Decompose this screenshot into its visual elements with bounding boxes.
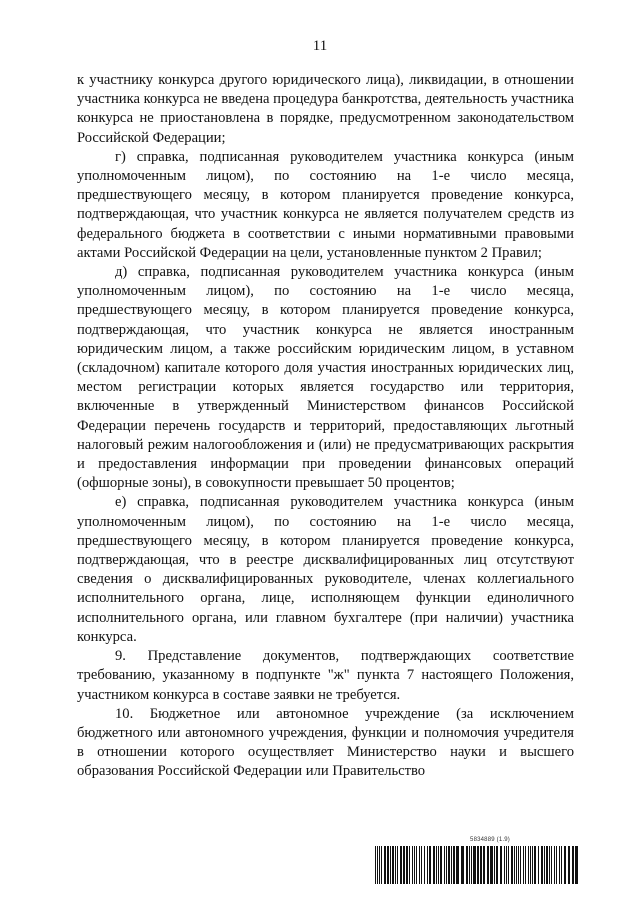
paragraph-item-e: е) справка, подписанная руководителем участника конкурса (иным уполномоченным лицом), по состоянию на 1-е число месяца, предшествующего месяцу, в котором планируется проведение конкурса, подтверждающая, что в реестре дисквалифицированных лиц отсутствуют сведения о дисквалифицированных руководителе, членах коллегиального исполнительного органа, лице, исполняющем функции единоличного исполнительного органа, или главном бухгалтере (при наличии) участника конкурса. (77, 494, 574, 645)
paragraph-clause-9: 9. Представление документов, подтверждающих соответствие требованию, указанному в подпункте "ж" пункта 7 настоящего Положения, участником конкурса в составе заявки не требуется. (77, 648, 574, 703)
paragraph-continuation: к участнику конкурса другого юридического лица), ликвидации, в отношении участника конкурса не введена процедура банкротства, деятельность участника конкурса не приостановлена в порядке, предусмотренном законодательством Российской Федерации; (77, 72, 574, 146)
barcode-code: 5834889 (1.9) (470, 837, 510, 843)
paragraph-item-g: г) справка, подписанная руководителем участника конкурса (иным уполномоченным лицом), по состоянию на 1-е число месяца, предшествующего месяцу, в котором планируется проведение конкурса, подтверждающая, что участник конкурса не является получателем средств из федерального бюджета в соответствии с иными нормативными правовыми актами Российской Федерации на цели, установленные пунктом 2 Правил; (77, 148, 574, 261)
paragraph-item-d: д) справка, подписанная руководителем участника конкурса (иным уполномоченным лицом), по состоянию на 1-е число месяца, предшествующего месяцу, в котором планируется проведение конкурса, подтверждающая, что участник конкурса не является иностранным юридическим лицом, а также российским юридическим лицом, в уставном (складочном) капитале которого доля участия иностранных юридических лиц, местом регистрации которых является государство или территория, включенные в утвержденный Министерством финансов Российской Федерации перечень государств и территорий, предоставляющих льготный налоговый режим налогообложения и (или) не предусматривающих раскрытия и предоставления информации при проведении финансовых операций (офшорные зоны), в совокупности превышает 50 процентов; (77, 264, 574, 492)
paragraph-clause-10: 10. Бюджетное или автономное учреждение (за исключением бюджетного или автономного учреждения, функции и полномочия учредителя в отношении которого осуществляет Министерство науки и высшего образования Российской Федерации или Правительство (77, 705, 574, 780)
document-body (77, 71, 574, 782)
barcode-icon (375, 846, 580, 884)
barcode-block (375, 837, 580, 885)
page-number: 11 (312, 38, 328, 54)
